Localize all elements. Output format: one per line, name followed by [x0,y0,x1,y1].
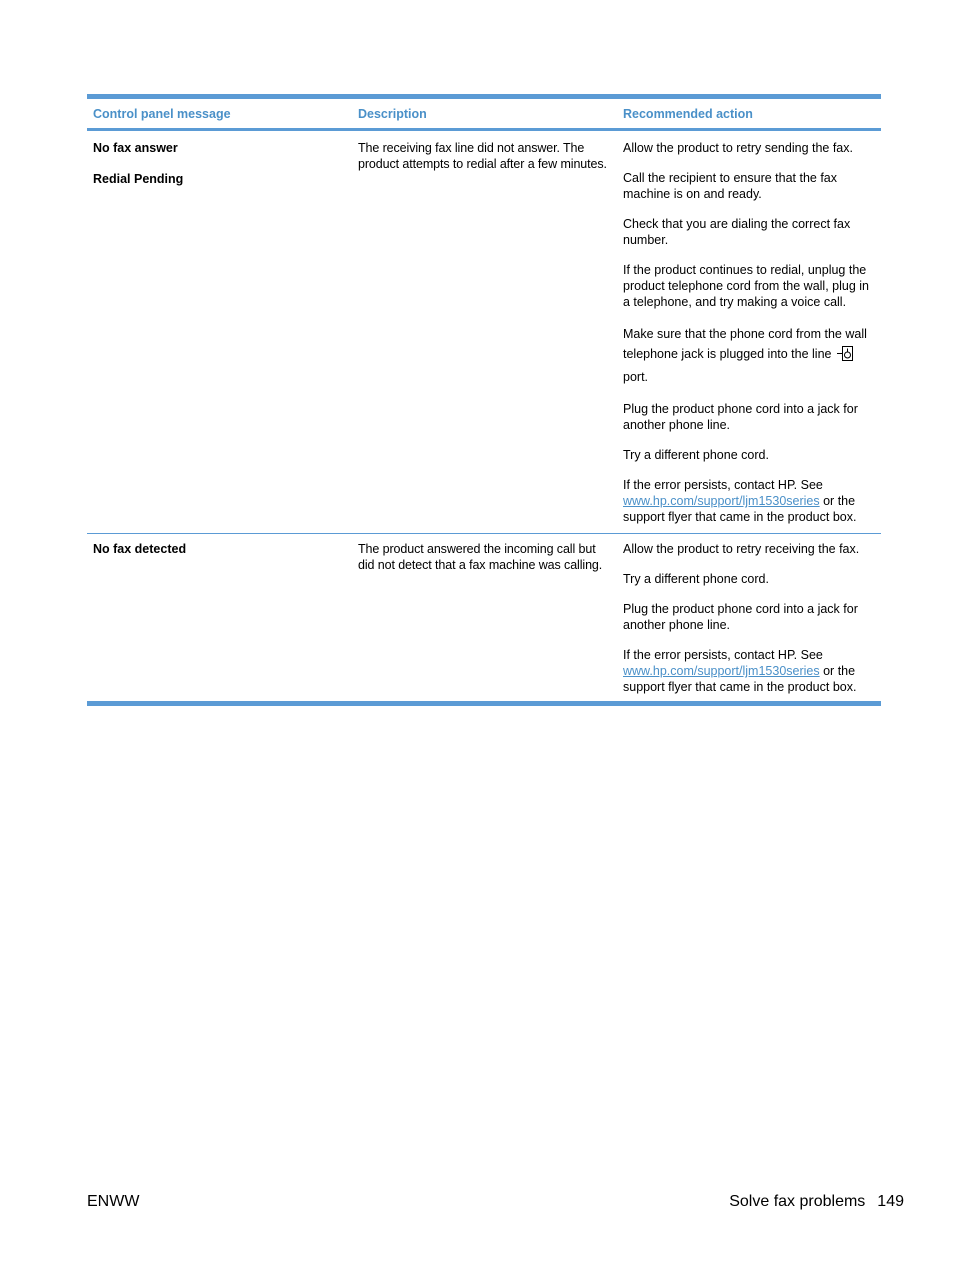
action-text: Make sure that the phone cord from the wall telephone jack is plugged into the line [623,327,867,361]
table-row [87,534,881,701]
control-panel-message: No fax detected [93,542,187,556]
description-cell [352,541,617,695]
recommended-action: Allow the product to retry receiving the fax. [623,542,860,556]
recommended-action [623,324,875,387]
action-text: or the support flyer that came in the product box. [623,664,857,694]
recommended-action: Check that you are dialing the correct fax number. [623,217,851,247]
table-header [87,99,881,131]
action-cell [617,541,881,695]
recommended-action [623,647,875,695]
recommended-action: Try a different phone cord. [623,572,769,586]
table-row [87,131,881,534]
fax-error-table [87,94,881,706]
action-text: or the support flyer that came in the product box. [623,494,857,524]
recommended-action: Call the recipient to ensure that the fax machine is on and ready. [623,171,838,201]
support-link[interactable]: www.hp.com/support/ljm1530series [623,664,820,678]
recommended-action [623,477,875,525]
line-port-icon [837,346,854,367]
footer-left-label: ENWW [87,1193,140,1210]
column-header-description: Description [358,106,427,121]
recommended-action: If the product continues to redial, unplug the product telephone cord from the wall, plug in a telephone, and try making a voice call. [623,263,869,309]
support-link[interactable]: www.hp.com/support/ljm1530series [623,494,820,508]
action-text: port. [623,370,649,384]
description-cell [352,140,617,525]
message-cell [87,541,352,695]
footer-section-title: Solve fax problems [729,1193,866,1210]
control-panel-message: Redial Pending [93,172,184,186]
message-description: The receiving fax line did not answer. The product attempts to redial after a few minutes. [358,141,607,171]
action-cell [617,140,881,525]
recommended-action: Plug the product phone cord into a jack for another phone line. [623,402,858,432]
footer-right [729,1193,904,1211]
column-header-control-panel-message: Control panel message [93,106,231,121]
recommended-action: Try a different phone cord. [623,448,769,462]
message-description: The product answered the incoming call but did not detect that a fax machine was calling. [358,542,603,572]
recommended-action: Allow the product to retry sending the fax. [623,141,853,155]
column-header-recommended-action: Recommended action [623,106,753,121]
recommended-action: Plug the product phone cord into a jack for another phone line. [623,602,858,632]
action-text: If the error persists, contact HP. See [623,478,823,492]
page-number: 149 [877,1193,904,1210]
message-cell [87,140,352,525]
action-text: If the error persists, contact HP. See [623,648,823,662]
control-panel-message: No fax answer [93,141,178,155]
